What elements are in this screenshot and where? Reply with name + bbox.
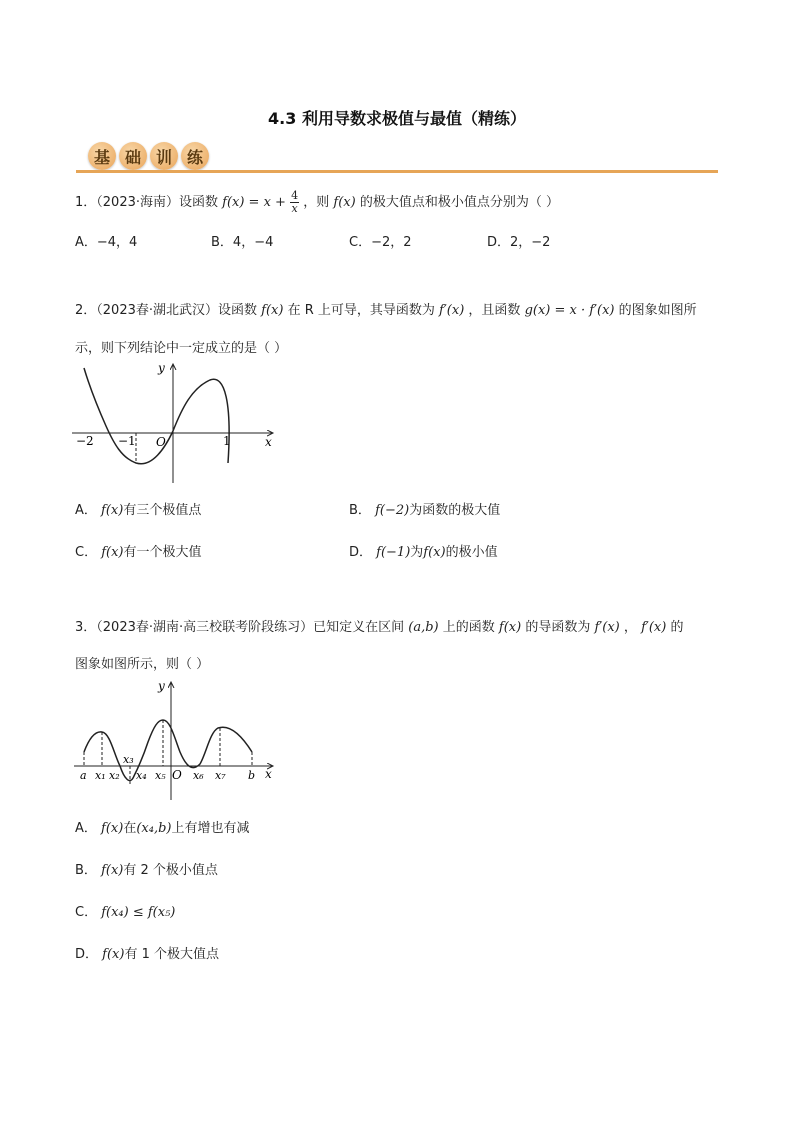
q1-frac-num: 4 <box>291 189 299 202</box>
q3-label-a: a <box>80 769 87 782</box>
question-1-stem <box>75 190 559 215</box>
q3-fx: f(x) <box>498 620 522 635</box>
banner-char: 础 <box>119 142 147 170</box>
banner-char: 基 <box>88 142 116 170</box>
q2-part4a: 的图象如图所 <box>618 303 697 318</box>
q2-label-1: 1 <box>223 434 231 448</box>
q3-label-x6: x₆ <box>193 769 204 782</box>
q1-fraction <box>290 190 299 215</box>
q1-prefix: 1．（2023·海南）设函数 <box>75 195 218 210</box>
question-3-stem-line2: 图象如图所示，则（ ） <box>75 657 210 672</box>
q3-option-b: B． f(x)有 2 个极小值点 <box>75 863 218 878</box>
q2-part2: 在 R 上可导，其导函数为 <box>287 303 435 318</box>
q3-option-c: C． f(x₄) ≤ f(x₅) <box>75 905 176 920</box>
q2-label-y: y <box>158 361 165 375</box>
question-2-stem <box>75 299 697 318</box>
q3-option-a: A． f(x)在(x₄,b)上有增也有减 <box>75 821 250 836</box>
q1-function: f(x) = x + <box>222 195 286 210</box>
q3-part4: ， <box>623 620 637 635</box>
q3-label-b: b <box>248 769 256 782</box>
q1-option-d: D．2，−2 <box>487 235 551 250</box>
q2-option-c: C． f(x)有一个极大值 <box>75 545 202 560</box>
q2-fpx: f′(x) <box>439 303 465 318</box>
q2-label-x: x <box>265 435 272 449</box>
q3-label-x4: x₄ <box>136 769 147 782</box>
q2-part3: ，且函数 <box>468 303 521 318</box>
q3-prefix: 3．（2023春·湖南·高三校联考阶段练习）已知定义在区间 <box>75 620 405 635</box>
q2-gx: g(x) = x · f′(x) <box>524 303 615 318</box>
q1-suffix: 的极大值点和极小值点分别为（ ） <box>359 195 559 210</box>
q3-label-x3: x₃ <box>123 753 134 766</box>
q3-interval: (a,b) <box>408 620 439 635</box>
q3-fpx2: f′(x) <box>641 620 667 635</box>
q3-label-x: x <box>265 767 272 781</box>
q3-label-origin: O <box>172 768 182 782</box>
q1-option-c: C．−2，2 <box>349 235 412 250</box>
q2-fx: f(x) <box>261 303 284 318</box>
q3-label-x1: x₁ <box>95 769 106 782</box>
banner-char: 训 <box>150 142 178 170</box>
page-title: 4.3 利用导数求极值与最值（精练） <box>268 109 526 128</box>
q2-label-neg2: −2 <box>76 434 94 448</box>
q1-option-a: A．−4，4 <box>75 235 138 250</box>
question-3-stem <box>75 616 683 635</box>
q3-part3: 的导函数为 <box>525 620 591 635</box>
q3-fpx: f′(x) <box>594 620 620 635</box>
q2-option-b: B． f(−2)为函数的极大值 <box>349 503 501 518</box>
q1-frac-den: x <box>291 202 298 215</box>
q3-part5: 的 <box>670 620 684 635</box>
q2-option-d: D． f(−1)为f(x)的极小值 <box>349 545 498 560</box>
q2-prefix: 2．（2023春·湖北武汉）设函数 <box>75 303 257 318</box>
section-banner <box>88 142 209 170</box>
q2-label-neg1: −1 <box>118 434 136 448</box>
q2-label-origin: O <box>156 435 166 449</box>
question-2-stem-line2: 示，则下列结论中一定成立的是（ ） <box>75 341 288 356</box>
q3-label-x5: x₅ <box>155 769 166 782</box>
banner-char: 练 <box>181 142 209 170</box>
q3-label-x7: x₇ <box>215 769 226 782</box>
q3-graph <box>70 676 280 806</box>
q1-middle: ，则 <box>303 195 330 210</box>
q2-curve <box>84 368 229 464</box>
q3-label-y: y <box>158 679 165 693</box>
q2-option-a: A． f(x)有三个极值点 <box>75 503 202 518</box>
q1-fx: f(x) <box>333 195 356 210</box>
q3-part2: 上的函数 <box>442 620 495 635</box>
q2-graph <box>70 358 280 488</box>
q1-option-b: B．4，−4 <box>211 235 274 250</box>
q3-label-x2: x₂ <box>109 769 120 782</box>
section-divider <box>76 170 718 173</box>
q3-option-d: D． f(x)有 1 个极大值点 <box>75 947 219 962</box>
